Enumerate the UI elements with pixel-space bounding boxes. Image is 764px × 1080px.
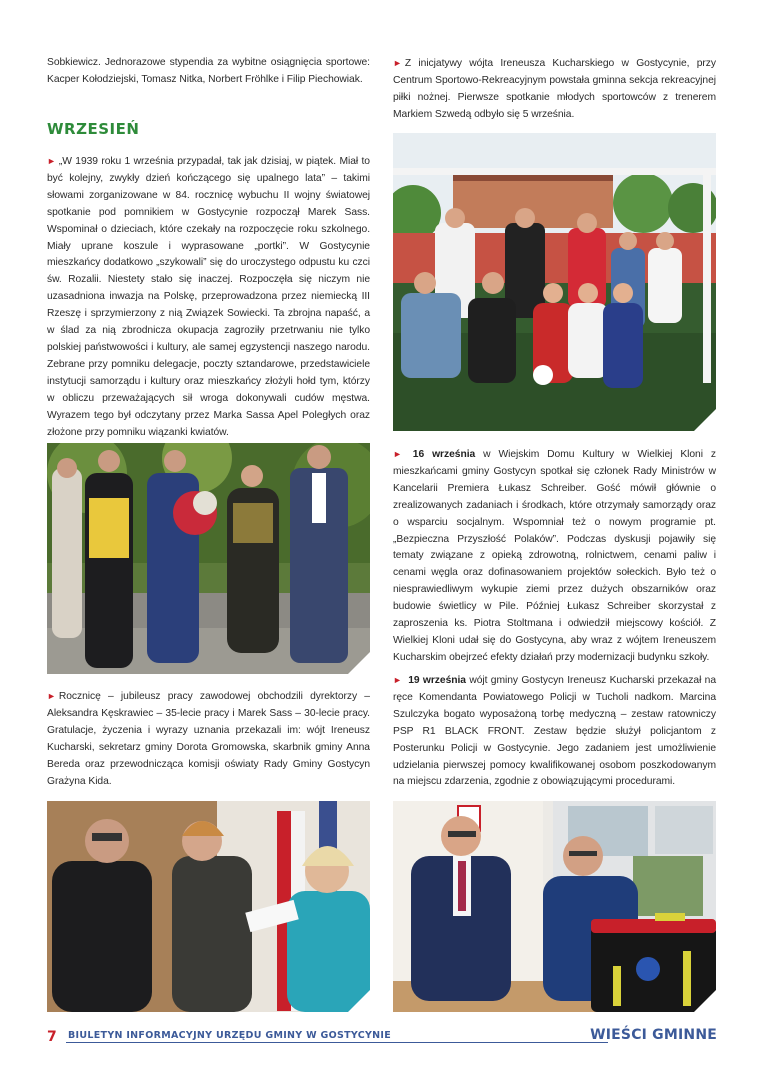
bullet-icon: ► — [47, 691, 56, 701]
footer-divider — [66, 1042, 608, 1043]
section-heading-september: WRZESIEŃ — [47, 120, 140, 138]
intro-paragraph: Sobkiewicz. Jednorazowe stypendia za wybitne osiągnięcia sportowe: Kacper Kołodziejski, Tomasz Nitka, Norbert Fröhlke i Filip Piechowiak. — [47, 57, 370, 85]
photo-medical-bag-handover — [393, 801, 716, 1012]
bullet-icon: ► — [393, 675, 402, 685]
page-number: 7 — [47, 1029, 57, 1045]
bullet-icon: ► — [393, 58, 402, 68]
sept16-date: 16 września — [412, 449, 476, 460]
jubilee-paragraph: ► Rocznicę – jubileusz pracy zawodowej obchodzili dyrektorzy – Aleksandra Kęskrawiec – 35-lecie pracy i Marek Sass – 30-lecie pracy. Gratulacje, życzenia i wyrazy uznania przekazali im: wójt Ireneusz Kucharski, sekretarz gminy Dorota Gromowska, skarbnik gminy Anna Bereda oraz przewodnicząca komisji oświaty Rady Gminy Gostycyn Grażyna Kida. — [47, 691, 370, 787]
publication-title: BIULETYN INFORMACYJNY URZĘDU GMINY W GOSTYCYNIE — [68, 1030, 392, 1041]
sept19-date: 19 września — [408, 675, 466, 686]
sept16-paragraph: ► 16 września w Wiejskim Domu Kultury w Wielkiej Kloni z mieszkańcami gminy Gostycyn spotkał się członek Rady Ministrów w Kancelarii Premiera Łukasz Schreiber. Gość mówił głównie o zrealizowanych zadaniach i środkach, które otrzymały samorządy oraz o wsparciu socjalnym. Wspomniał też o nowym programie pt. „Bezpieczna Przyszłość Polaków”. Podczas dyskusji pojawiły się tematy związane z opieką zdrowotną, rolnictwem, cenami paliw i cenami węgla oraz dofinasowaniem projektów sołeckich. Było też o niesprawiedliwym wykupie ziemi przez dużych obszarników oraz budowie świetlicy w Pile. Później Łukasz Schreiber skorzystał z zaproszenia ks. Piotra Stoltmana i odwiedził miejscowy kościół. Z Wielkiej Kloni udał się do Gostycyna, aby wraz z wójtem Ireneuszem Kucharskim obejrzeć efekty działań przy modernizacji budynku szkoły. — [393, 449, 716, 663]
football-paragraph: ► Z inicjatywy wójta Ireneusza Kucharskiego w Gostycynie, przy Centrum Sportowo-Rekreacyjnym powstała gminna sekcja rekreacyjnej piłki nożnej. Pierwsze spotkanie młodych sportowców z trenerem Markiem Szwedą odbyło się 5 września. — [393, 58, 716, 120]
photo-jubilee-handshake — [47, 801, 370, 1012]
photo-football-team — [393, 133, 716, 431]
bullet-icon: ► — [47, 156, 56, 166]
sept19-paragraph: ► 19 września wójt gminy Gostycyn Ireneusz Kucharski przekazał na ręce Komendanta Powiatowego Policji w Tucholi nadkom. Marcina Szulczyka bogato wyposażoną torbę medyczną – zestaw ratowniczy PSP R1 BLACK FRONT. Zestaw będzie służył policjantom z Posterunku Policji w Gostycynie. Jego zadaniem jest umożliwienie udzielania pierwszej pomocy kwalifikowanej osobom poszkodowanym na miejscu zdarzenia, zgodnie z obowiązującymi procedurami. — [393, 675, 717, 788]
bullet-icon: ► — [393, 449, 402, 459]
photo-ceremony-group — [47, 443, 370, 674]
publication-brand: WIEŚCI GMINNE — [590, 1027, 717, 1043]
september-paragraph: ► „W 1939 roku 1 września przypadał, tak jak dzisiaj, w piątek. Miał to być kolejny, zwykły dzień kończącego się upalnego lata” – takimi słowami zorganizowane w 84. rocznicę wybuchu II wojny światowej spotkanie pod pomnikiem w Gostycynie rozpoczął Marek Sass. Wspominał o dzieciach, które czekały na rozpoczęcie roku szkolnego. Miały uprane koszule i wyprasowane „portki”. W Gostycynie mieszkańcy dodatkowo „szykowali” się do uroczystego odpustu ku czci św. Rozalii. Niestety stało się inaczej. Rozpoczęła się niczym nie uzasadniona inwazja na Polskę, przeprowadzona przez niemiecką III Rzeszę i sprzymierzony z nią Związek Sowiecki. Ta zbrojna napaść, a w ślad za nią zbrodnicza okupacja zagroziły przetrwaniu nie tylko polskiej państwowości i kultury, ale samej egzystencji naszego narodu. Zebrane przy pomniku delegacje, poczty sztandarowe, przedstawiciele instytucji samorządu i kultury oraz mieszkańcy złożyli hołd tym, którzy w obliczu przeważających sił wroga dokonywali cudów męstwa. Wyrazem tego był odczytany przez Marka Sassa Apel Poległych oraz złożone przy pomniku wiązanki kwiatów. — [47, 156, 370, 438]
